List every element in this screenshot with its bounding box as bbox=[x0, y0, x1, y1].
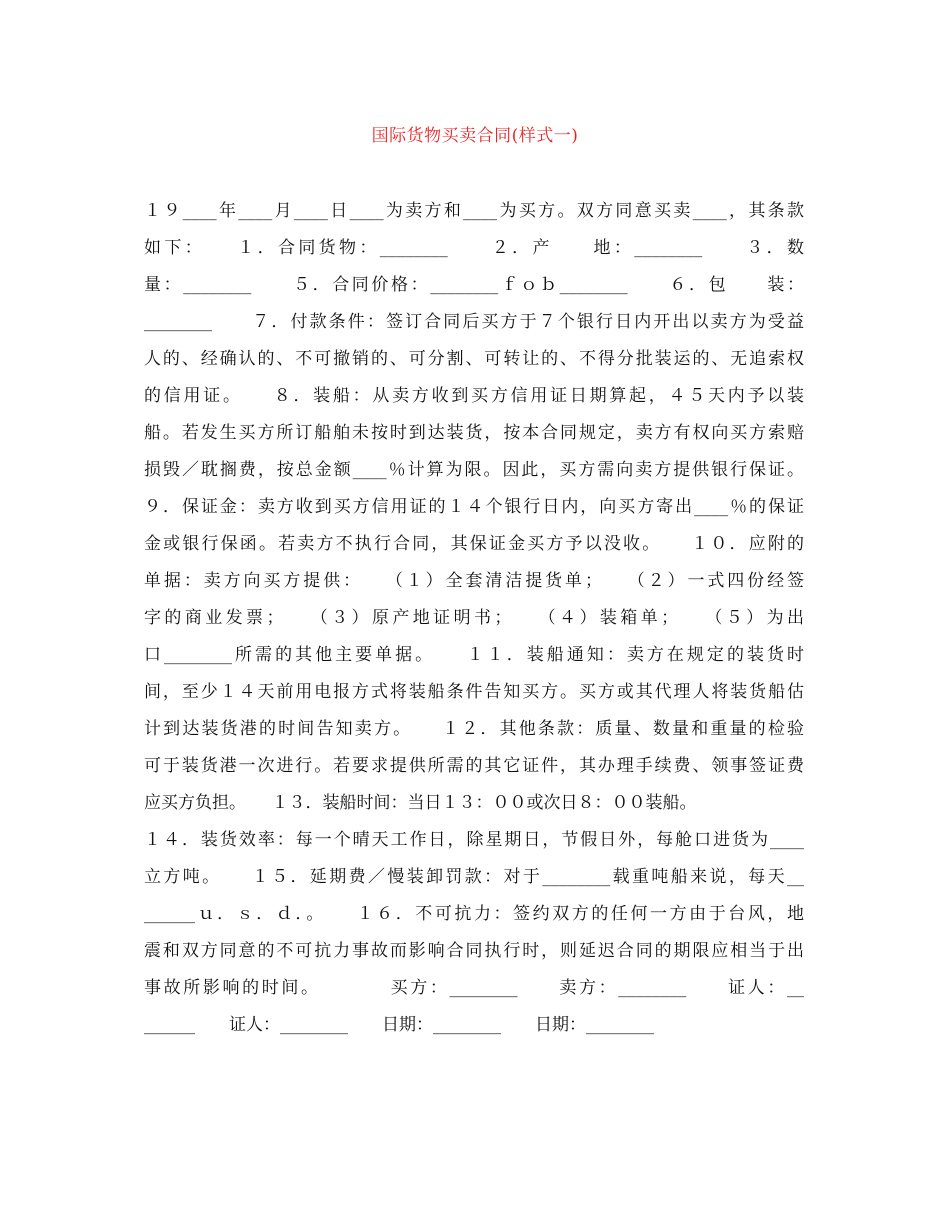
text-line: 计到达装货港的时间告知卖方。 １２．其他条款：质量、数量和重量的检验 bbox=[144, 719, 804, 739]
text-line: ______ｕ．ｓ．ｄ．。 １６．不可抗力：签约双方的任何一方由于台风，地 bbox=[144, 904, 804, 924]
text-line: 应买方负担。 １３．装船时间：当日１３：００或次日８：００装船。 bbox=[144, 793, 697, 813]
text-line: 损毁／耽搁费，按总金额____％计算为限。因此，买方需向卖方提供银行保证。 bbox=[144, 460, 804, 480]
text-line: 单据：卖方向买方提供： （１）全套清洁提货单； （２）一式四份经签 bbox=[144, 571, 804, 591]
text-line: ______ 证人：________ 日期：________ 日期：________ bbox=[144, 1015, 654, 1035]
text-line: １４．装货效率：每一个晴天工作日，除星期日，节假日外，每舱口进货为____ bbox=[144, 830, 804, 850]
text-line: 量：________ ５．合同价格：________ｆｏｂ________ ６．包 装： bbox=[144, 275, 804, 295]
document-title: 国际货物买卖合同(样式一) bbox=[371, 126, 579, 146]
text-line: 震和双方同意的不可抗力事故而影响合同执行时，则延迟合同的期限应相当于出 bbox=[144, 941, 804, 961]
text-line: 间，至少１４天前用电报方式将装船条件告知买方。买方或其代理人将装货船估 bbox=[144, 682, 804, 702]
contract-body bbox=[144, 193, 804, 1044]
text-line: １９____年____月____日____为卖方和____为买方。双方同意买卖____，其条款 bbox=[144, 201, 804, 221]
text-line: 如下： １．合同货物：________ ２．产 地：________ ３．数 bbox=[144, 238, 804, 258]
text-line: 金或银行保函。若卖方不执行合同，其保证金买方予以没收。 １０．应附的 bbox=[144, 534, 804, 554]
text-line: 可于装货港一次进行。若要求提供所需的其它证件，其办理手续费、领事签证费 bbox=[144, 756, 804, 776]
text-line: ________ ７．付款条件：签订合同后买方于７个银行日内开出以卖方为受益 bbox=[144, 312, 804, 332]
text-line: 人的、经确认的、不可撤销的、可分割、可转让的、不得分批装运的、无追索权 bbox=[144, 349, 804, 369]
text-line: 事故所影响的时间。 买方：________ 卖方：________ 证人：__ bbox=[144, 978, 804, 998]
text-line: 口________所需的其他主要单据。 １１．装船通知：卖方在规定的装货时 bbox=[144, 645, 804, 665]
text-line: ９．保证金：卖方收到买方信用证的１４个银行日内，向买方寄出____％的保证 bbox=[144, 497, 804, 517]
text-line: 字的商业发票； （３）原产地证明书； （４）装箱单； （５）为出 bbox=[144, 608, 804, 628]
text-line: 立方吨。 １５．延期费／慢装卸罚款：对于________载重吨船来说，每天__ bbox=[144, 867, 804, 887]
text-line: 船。若发生买方所订船舶未按时到达装货，按本合同规定，卖方有权向买方索赔 bbox=[144, 423, 804, 443]
text-line: 的信用证。 ８．装船：从卖方收到买方信用证日期算起，４５天内予以装 bbox=[144, 386, 804, 406]
